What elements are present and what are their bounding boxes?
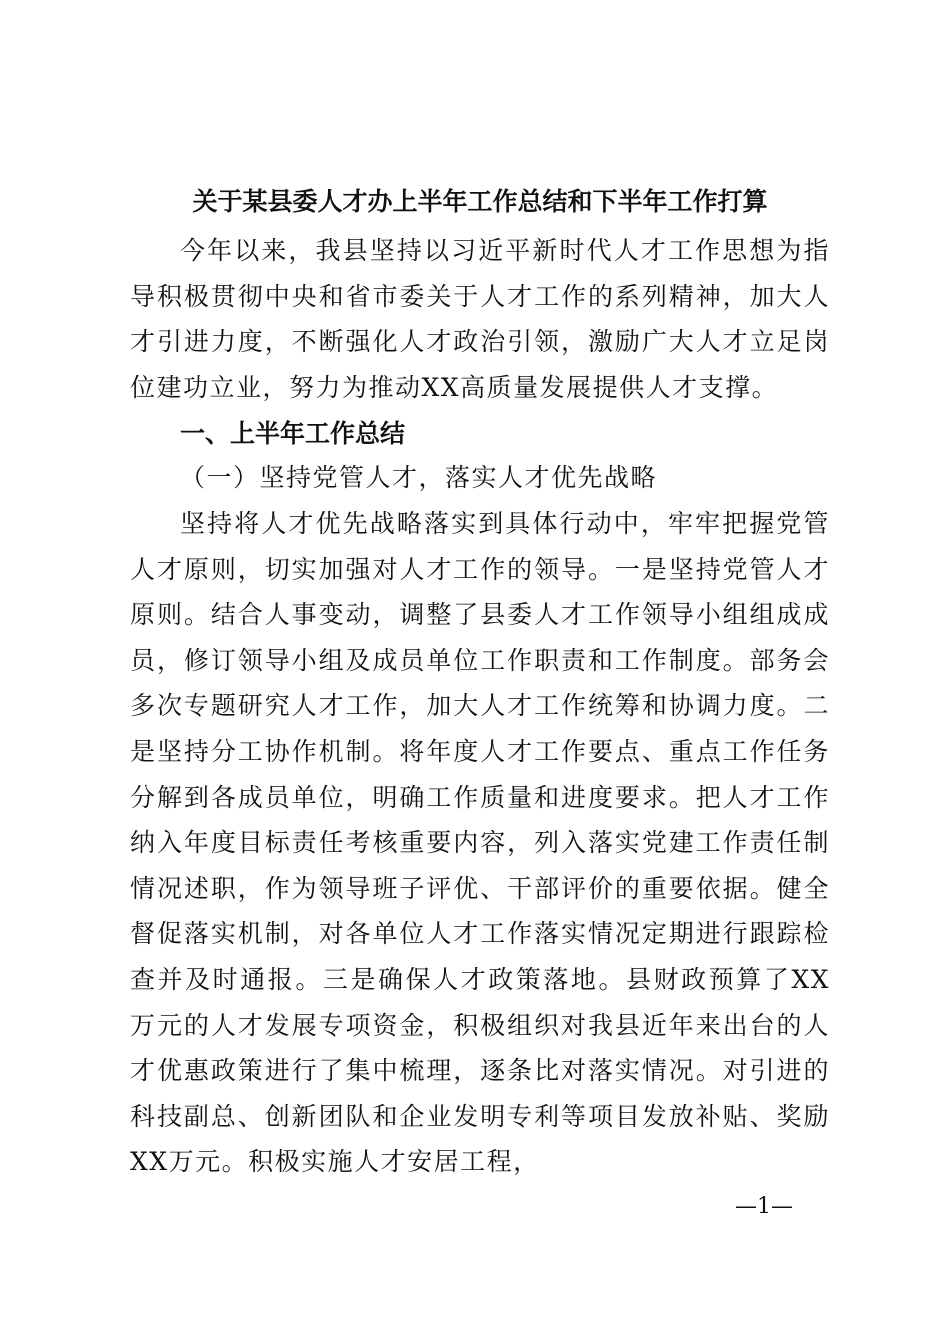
section-heading: 一、上半年工作总结 <box>180 419 406 448</box>
page-number: —1— <box>735 1194 793 1219</box>
intro-paragraph: 今年以来，我县坚持以习近平新时代人才工作思想为指导积极贯彻中央和省市委关于人才工作的系列精神，加大人才引进力度，不断强化人才政治引领，激励广大人才立足岗位建功立业，努力为推动XX高质量发展提供人才支撑。 <box>130 236 830 402</box>
document-title: 关于某县委人才办上半年工作总结和下半年工作打算 <box>192 187 768 216</box>
body-paragraph: 坚持将人才优先战略落实到具体行动中，牢牢把握党管人才原则，切实加强对人才工作的领导。一是坚持党管人才原则。结合人事变动，调整了县委人才工作领导小组组成成员，修订领导小组及成员单位工作职责和工作制度。部务会多次专题研究人才工作，加大人才工作统筹和协调力度。二是坚持分工协作机制。将年度人才工作要点、重点工作任务分解到各成员单位，明确工作质量和进度要求。把人才工作纳入年度目标责任考核重要内容，列入落实党建工作责任制情况述职，作为领导班子评优、干部评价的重要依据。健全督促落实机制，对各单位人才工作落实情况定期进行跟踪检查并及时通报。三是确保人才政策落地。县财政预算了XX万元的人才发展专项资金，积极组织对我县近年来出台的人才优惠政策进行了集中梳理，逐条比对落实情况。对引进的科技副总、创新团队和企业发明专利等项目发放补贴、奖励XX万元。积极实施人才安居工程， <box>130 509 830 1177</box>
subsection-heading: （一）坚持党管人才，落实人才优先战略 <box>180 463 658 492</box>
